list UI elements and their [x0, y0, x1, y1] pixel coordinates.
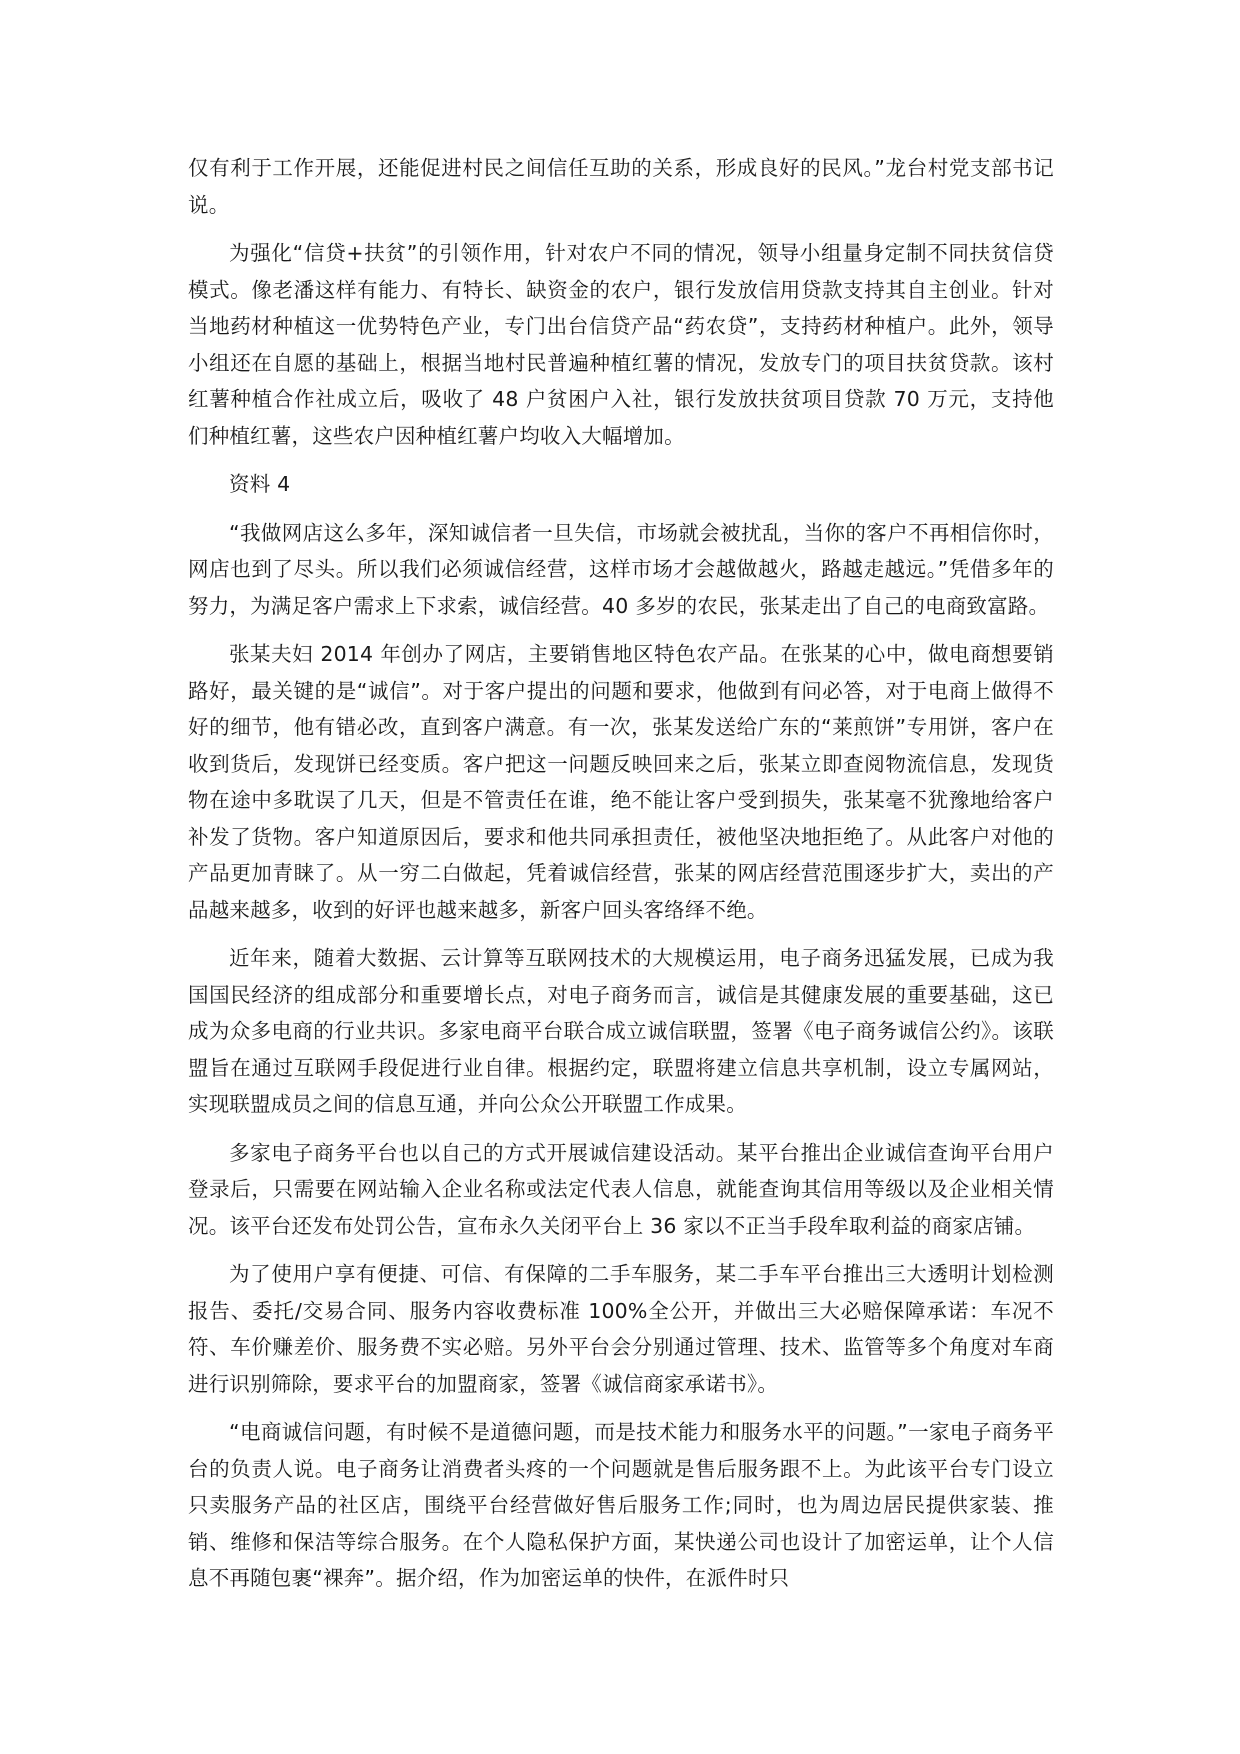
paragraph-ecommerce-alliance: 近年来，随着大数据、云计算等互联网技术的大规模运用，电子商务迅猛发展，已成为我国国民经济的组成部分和重要增长点，对电子商务而言，诚信是其健康发展的重要基础，这已成为众多电商的行业共识。多家电商平台联合成立诚信联盟，签署《电子商务诚信公约》。该联盟旨在通过互联网手段促进行业自律。根据约定，联盟将建立信息共享机制，设立专属网站，实现联盟成员之间的信息互通，并向公众公开联盟工作成果。 — [188, 946, 1054, 1116]
document-page — [188, 150, 1054, 1609]
section-heading-material-4: 资料 4 — [229, 472, 291, 496]
paragraph-online-shop-quote: “我做网店这么多年，深知诚信者一旦失信，市场就会被扰乱，当你的客户不再相信你时，网店也到了尽头。所以我们必须诚信经营，这样市场才会越做越火，路越走越远。”凭借多年的努力，为满足客户需求上下求索，诚信经营。40 多岁的农民，张某走出了自己的电商致富路。 — [188, 520, 1054, 618]
paragraph-zhang-story: 张某夫妇 2014 年创办了网店，主要销售地区特色农产品。在张某的心中，做电商想要销路好，最关键的是“诚信”。对于客户提出的问题和要求，他做到有问必答，对于电商上做得不好的细节，他有错必改，直到客户满意。有一次，张某发送给广东的“莱煎饼”专用饼，客户在收到货后，发现饼已经变质。客户把这一问题反映回来之后，张某立即查阅物流信息，发现货物在途中多耽误了几天，但是不管责任在谁，绝不能让客户受到损失，张某毫不犹豫地给客户补发了货物。客户知道原因后，要求和他共同承担责任，被他坚决地拒绝了。从此客户对他的产品更加青睐了。从一穷二白做起，凭着诚信经营，张某的网店经营范围逐步扩大，卖出的产品越来越多，收到的好评也越来越多，新客户回头客络绎不绝。 — [188, 642, 1054, 922]
paragraph-credit-poverty: 为强化“信贷+扶贫”的引领作用，针对农户不同的情况，领导小组量身定制不同扶贫信贷模式。像老潘这样有能力、有特长、缺资金的农户，银行发放信用贷款支持其自主创业。针对当地药材种植这一优势特色产业，专门出台信贷产品“药农贷”，支持药材种植户。此外，领导小组还在自愿的基础上，根据当地村民普遍种植红薯的情况，发放专门的项目扶贫贷款。该村红薯种植合作社成立后，吸收了 48 户贫困户入社，银行发放扶贫项目贷款 70 万元，支持他们种植红薯，这些农户因种植红薯户均收入大幅增加。 — [188, 241, 1054, 448]
paragraph-used-car-platform: 为了使用户享有便捷、可信、有保障的二手车服务，某二手车平台推出三大透明计划检测报告、委托/交易合同、服务内容收费标准 100%全公开，并做出三大必赔保障承诺：车况不符、车价赚差价、服务费不实必赔。另外平台会分别通过管理、技术、监管等多个角度对车商进行识别筛除，要求平台的加盟商家，签署《诚信商家承诺书》。 — [188, 1262, 1054, 1396]
paragraph-continuation: 仅有利于工作开展，还能促进村民之间信任互助的关系，形成良好的民风。”龙台村党支部书记说。 — [188, 156, 1054, 217]
paragraph-platform-integrity: 多家电子商务平台也以自己的方式开展诚信建设活动。某平台推出企业诚信查询平台用户登录后，只需要在网站输入企业名称或法定代表人信息，就能查询其信用等级以及企业相关情况。该平台还发布处罚公告，宣布永久关闭平台上 36 家以不正当手段牟取利益的商家店铺。 — [188, 1140, 1054, 1238]
paragraph-after-sales-privacy: “电商诚信问题，有时候不是道德问题，而是技术能力和服务水平的问题。”一家电子商务平台的负责人说。电子商务让消费者头疼的一个问题就是售后服务跟不上。为此该平台专门设立只卖服务产品的社区店，围绕平台经营做好售后服务工作;同时，也为周边居民提供家装、推销、维修和保洁等综合服务。在个人隐私保护方面，某快递公司也设计了加密运单，让个人信息不再随包裹“裸奔”。据介绍，作为加密运单的快件，在派件时只 — [188, 1420, 1054, 1590]
